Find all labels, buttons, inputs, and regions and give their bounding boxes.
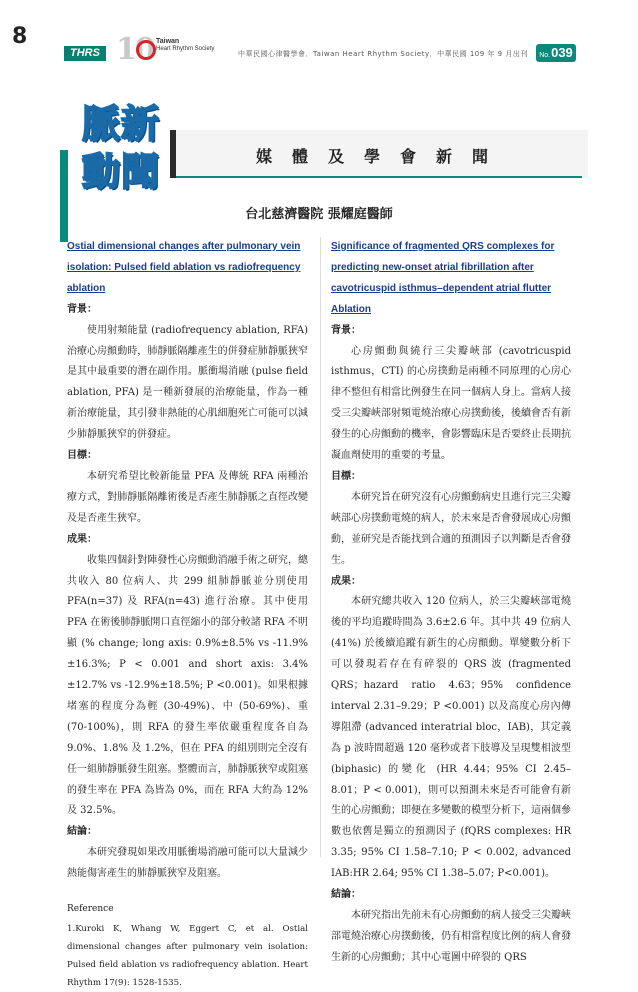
- society-logo: [116, 32, 215, 68]
- left-column: [67, 237, 308, 992]
- page-header: [0, 0, 638, 70]
- left-conclusion-text: 本研究發現如果改用脈衝場消融可能可以大量減少熱能傷害產生的肺靜脈狹窄及阻塞。: [67, 847, 308, 880]
- thrs-badge: THRS: [64, 46, 106, 61]
- reference-text: 1.Kuroki K, Whang W, Eggert C, et al. Ostial dimensional changes after pulmonary vein isolation: Pulsed field ablation vs radiofrequency ablation. Heart Rhythm 17(9): 1528-1535.: [67, 924, 308, 988]
- right-column: [331, 237, 571, 969]
- left-aim-heading: 目標：: [67, 450, 97, 462]
- right-article-title: Significance of fragmented QRS complexes for predicting new-onset atrial fibrillation after cavotricuspid isthmus–dependent atrial flutter Ablation: [331, 241, 555, 315]
- left-background-heading: 背景：: [67, 303, 97, 315]
- right-background-heading: 背景：: [331, 324, 361, 336]
- masthead: 中華民國心律醫學會．Taiwan Heart Rhythm Society．中華民國 109 年 9 月出刊: [238, 50, 528, 58]
- section-title-line2: 動聞: [82, 150, 161, 194]
- right-conclusion-heading: 結論：: [331, 889, 361, 901]
- right-background-text: 心房顫動與繞行三尖瓣峽部 (cavotricuspid isthmus，CTI) 的心房撲動是兩種不同原理的心房心律不整但有相當比例發生在同一個病人身上。當病人接受三尖瓣峽部射頻電燒治療心房撲動後，後續會否有新發生的心房顫動的機率，會影響臨床是否要終止長期抗凝血劑使用的重要的考量。: [331, 345, 571, 462]
- heart-icon: [136, 40, 156, 60]
- title-accent-bar: [60, 150, 68, 242]
- band-text: 媒體及學會新聞: [256, 147, 509, 166]
- left-background-text: 使用射頻能量 (radiofrequency ablation, RFA) 治療心房顫動時，肺靜脈隔離產生的併發症肺靜脈狹窄是其中最重要的潛在副作用。脈衝場消融 (pulse field ablation, PFA) 是一種新發展的治療能量，作為一種新治療能量，其引發非熱能的心肌細胞死亡可能可以減少肺靜脈狹窄的併發症。: [67, 324, 308, 441]
- logo-ten: 10: [116, 32, 154, 67]
- page-number: 8: [12, 24, 28, 49]
- title-band: [176, 140, 582, 170]
- left-article-title: Ostial dimensional changes after pulmonary vein isolation: Pulsed field ablation vs radiofrequency ablation: [67, 241, 301, 294]
- section-title: [82, 100, 178, 210]
- right-aim-heading: 目標：: [331, 470, 361, 482]
- left-conclusion-heading: 結論：: [67, 826, 97, 838]
- reference-heading: Reference: [67, 904, 114, 915]
- right-result-heading: 成果：: [331, 575, 361, 587]
- left-result-heading: 成果：: [67, 533, 97, 545]
- section-title-line1: 脈新: [82, 102, 161, 146]
- right-aim-text: 本研究旨在研究沒有心房顫動病史且進行完三尖瓣峽部心房撲動電燒的病人，於未來是否會發展成心房顫動，並研究是否能找到合適的預測因子以判斷是否會發生。: [331, 491, 571, 566]
- left-result-text: 收集四個針對陣發性心房顫動消融手術之研究，總共收入 80 位病人、共 299 組肺靜脈並分別使用 PFA(n=37) 及 RFA(n=43) 進行治療。其中使用 PFA 在術後肺靜脈開口直徑縮小的部分較諸 RFA 不明顯 (% change; long axis: 0.9%±8.5% vs -11.9%±16.3%; P < 0.001 and short axis: 3.4%±12.7% vs -12.9%±18.5%; P <0.001)。如果根據堵塞的程度分為輕 (30-49%)、中 (50-69%)、重 (70-100%)，則 RFA 的發生率依嚴重程度各自為 9.0%、1.8% 及 1.2%，但在 PFA 的組別則完全沒有任一組肺靜脈發生阻塞。整體而言，肺靜脈狹窄或阻塞的發生率在 PFA 為皆為 0%，而在 RFA 大約為 12% 及 32.5%。: [67, 554, 308, 817]
- band-underline: [176, 176, 582, 178]
- issue-prefix: No.: [539, 52, 551, 59]
- logo-line2: Heart Rhythm Society: [156, 46, 215, 52]
- column-divider: [320, 237, 321, 857]
- issue-badge: [536, 44, 576, 62]
- issue-number: 039: [551, 45, 573, 60]
- logo-line1: Taiwan: [156, 38, 180, 45]
- right-conclusion-text: 本研究指出先前未有心房顫動的病人接受三尖瓣峽部電燒治療心房撲動後，仍有相當程度比例的病人會發生新的心房顫動；其中心電圖中碎裂的 QRS: [331, 910, 571, 963]
- author-line: 台北慈濟醫院 張耀庭醫師: [245, 207, 393, 222]
- left-aim-text: 本研究希望比較新能量 PFA 及傳統 RFA 兩種治療方式，對肺靜脈隔離術後是否產生肺靜脈之直徑改變及是否產生狹窄。: [67, 470, 308, 524]
- right-result-text: 本研究總共收入 120 位病人，於三尖瓣峽部電燒後的平均追蹤時間為 3.6±2.6 年。其中共 49 位病人 (41%) 於後續追蹤有新生的心房顫動。單變數分析下可以發現若存在有碎裂的 QRS 波 (fragmented QRS；hazard ratio 4.63；95% confidence interval 2.31–9.29；P <0.001) 以及高度心房內傳導阻滯 (advanced interatrial bloc，IAB)，其定義為 p 波時間超過 120 毫秒或者下肢導及呈現雙相波型 (biphasic) 的變化 (HR 4.44；95% CI 2.45–8.01；P < 0.001)，則可以預測未來是否可能會有新生的心房顫動；即便在多變數的模型分析下，這兩個參數也依舊是獨立的預測因子 (fQRS complexes: HR 3.35; 95% CI 1.58–7.10; P < 0.002, advanced IAB:HR 2.64; 95% CI 1.38–5.07; P<0.001)。: [331, 596, 571, 880]
